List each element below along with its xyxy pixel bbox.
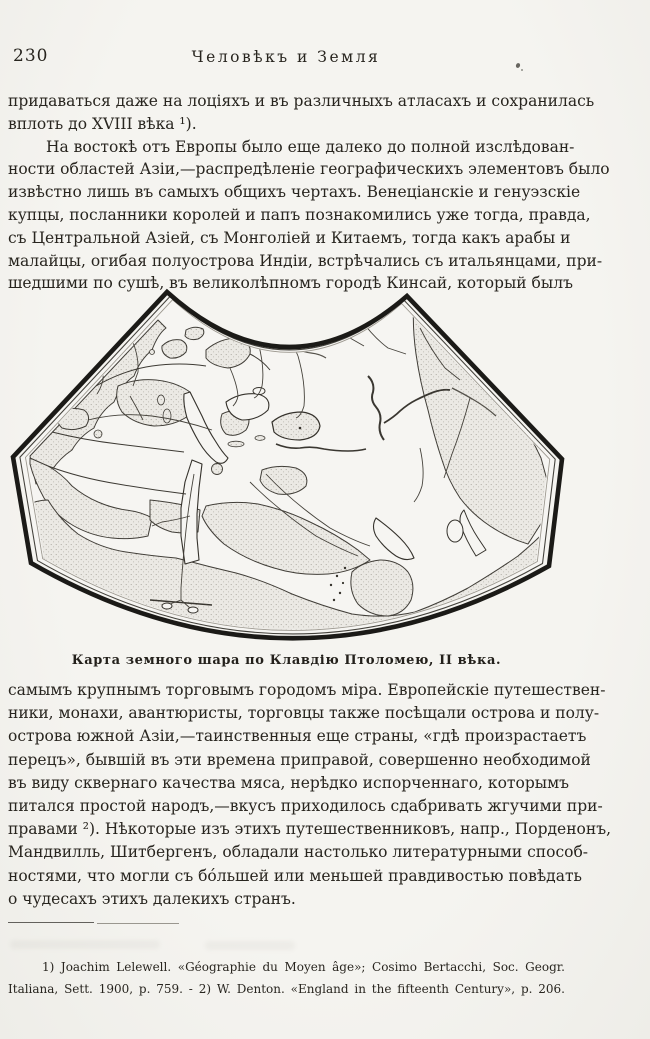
text-line: съ Центральной Азіей, съ Монголіей и Китаемъ, тогда какъ арабы и [8, 228, 571, 247]
text-line: острова южной Азіи,—таинственныя еще страны, «гдѣ произрастаетъ [8, 727, 587, 746]
text-line: купцы, посланники королей и папъ познакомились уже тогда, правда, [8, 205, 591, 224]
text-line: перецъ», бывшій въ эти времена приправой, совершенно необходимой [8, 750, 591, 769]
text-line: ники, монахи, авантюристы, торговцы также посѣщали острова и полу- [8, 704, 600, 723]
text-line: придаваться даже на лоціяхъ и въ различныхъ атласахъ и сохранилась [8, 92, 595, 110]
text-line: На востокѣ отъ Европы было еще далеко до полной изслѣдован- [46, 137, 575, 156]
text-line: Мандвилль, Шитбергенъ, обладали настолько литературными способ- [8, 843, 589, 862]
ptolemy-world-map [0, 288, 650, 654]
text-line: питался простой народъ,—вкусъ приходилось сдабривать жгучими при- [8, 797, 603, 816]
footnote-line: 1) Joachim Lelewell. «Géographie du Moyen âge»; Cosimo Bertacchi, Soc. Geogr. [42, 960, 565, 974]
text-line: шедшими по сушѣ, въ великолѣпномъ городѣ Кинсай, который былъ [8, 274, 573, 293]
text-line: вплоть до XVIII вѣка ¹). [8, 114, 197, 133]
footnote-line: Italiana, Sett. 1900, p. 759. - 2) W. Denton. «England in the fifteenth Century», p. 206. [8, 981, 565, 996]
body-text-top [8, 90, 610, 295]
text-line: извѣстно лишь въ самыхъ общихъ чертахъ. Венеціанскіе и генуэзскіе [8, 183, 581, 202]
footnote-rule [97, 923, 179, 924]
text-line: въ виду сквернаго качества мяса, нерѣдко испорченнаго, которымъ [8, 773, 570, 792]
text-line: ности областей Азіи,—распредѣленіе географическихъ элементовъ было [8, 160, 610, 179]
figure-caption: Карта земного шара по Клавдію Птоломею, II вѣка. [71, 653, 502, 668]
footnotes [8, 957, 565, 1000]
ink-speck [521, 69, 523, 71]
ink-bleed [10, 940, 160, 949]
text-line: ностями, что могли съ бо́льшей или меньшей правдивостью повѣдать [8, 866, 582, 885]
text-line: малайцы, огибая полуострова Индіи, встрѣчались съ итальянцами, при- [8, 251, 603, 270]
text-line: правами ²). Нѣкоторые изъ этихъ путешественниковъ, напр., Порденонъ, [8, 820, 611, 839]
text-line: самымъ крупнымъ торговымъ городомъ міра. Европейскіе путешествен- [8, 681, 606, 699]
page-header [0, 46, 650, 68]
text-line: о чудесахъ этихъ далекихъ странъ. [8, 889, 296, 908]
body-text-bottom [8, 679, 611, 911]
running-title: Человѣкъ и Земля [191, 48, 381, 66]
page-number: 230 [13, 46, 49, 66]
ink-bleed [205, 941, 295, 950]
footnote-rule [8, 922, 94, 923]
